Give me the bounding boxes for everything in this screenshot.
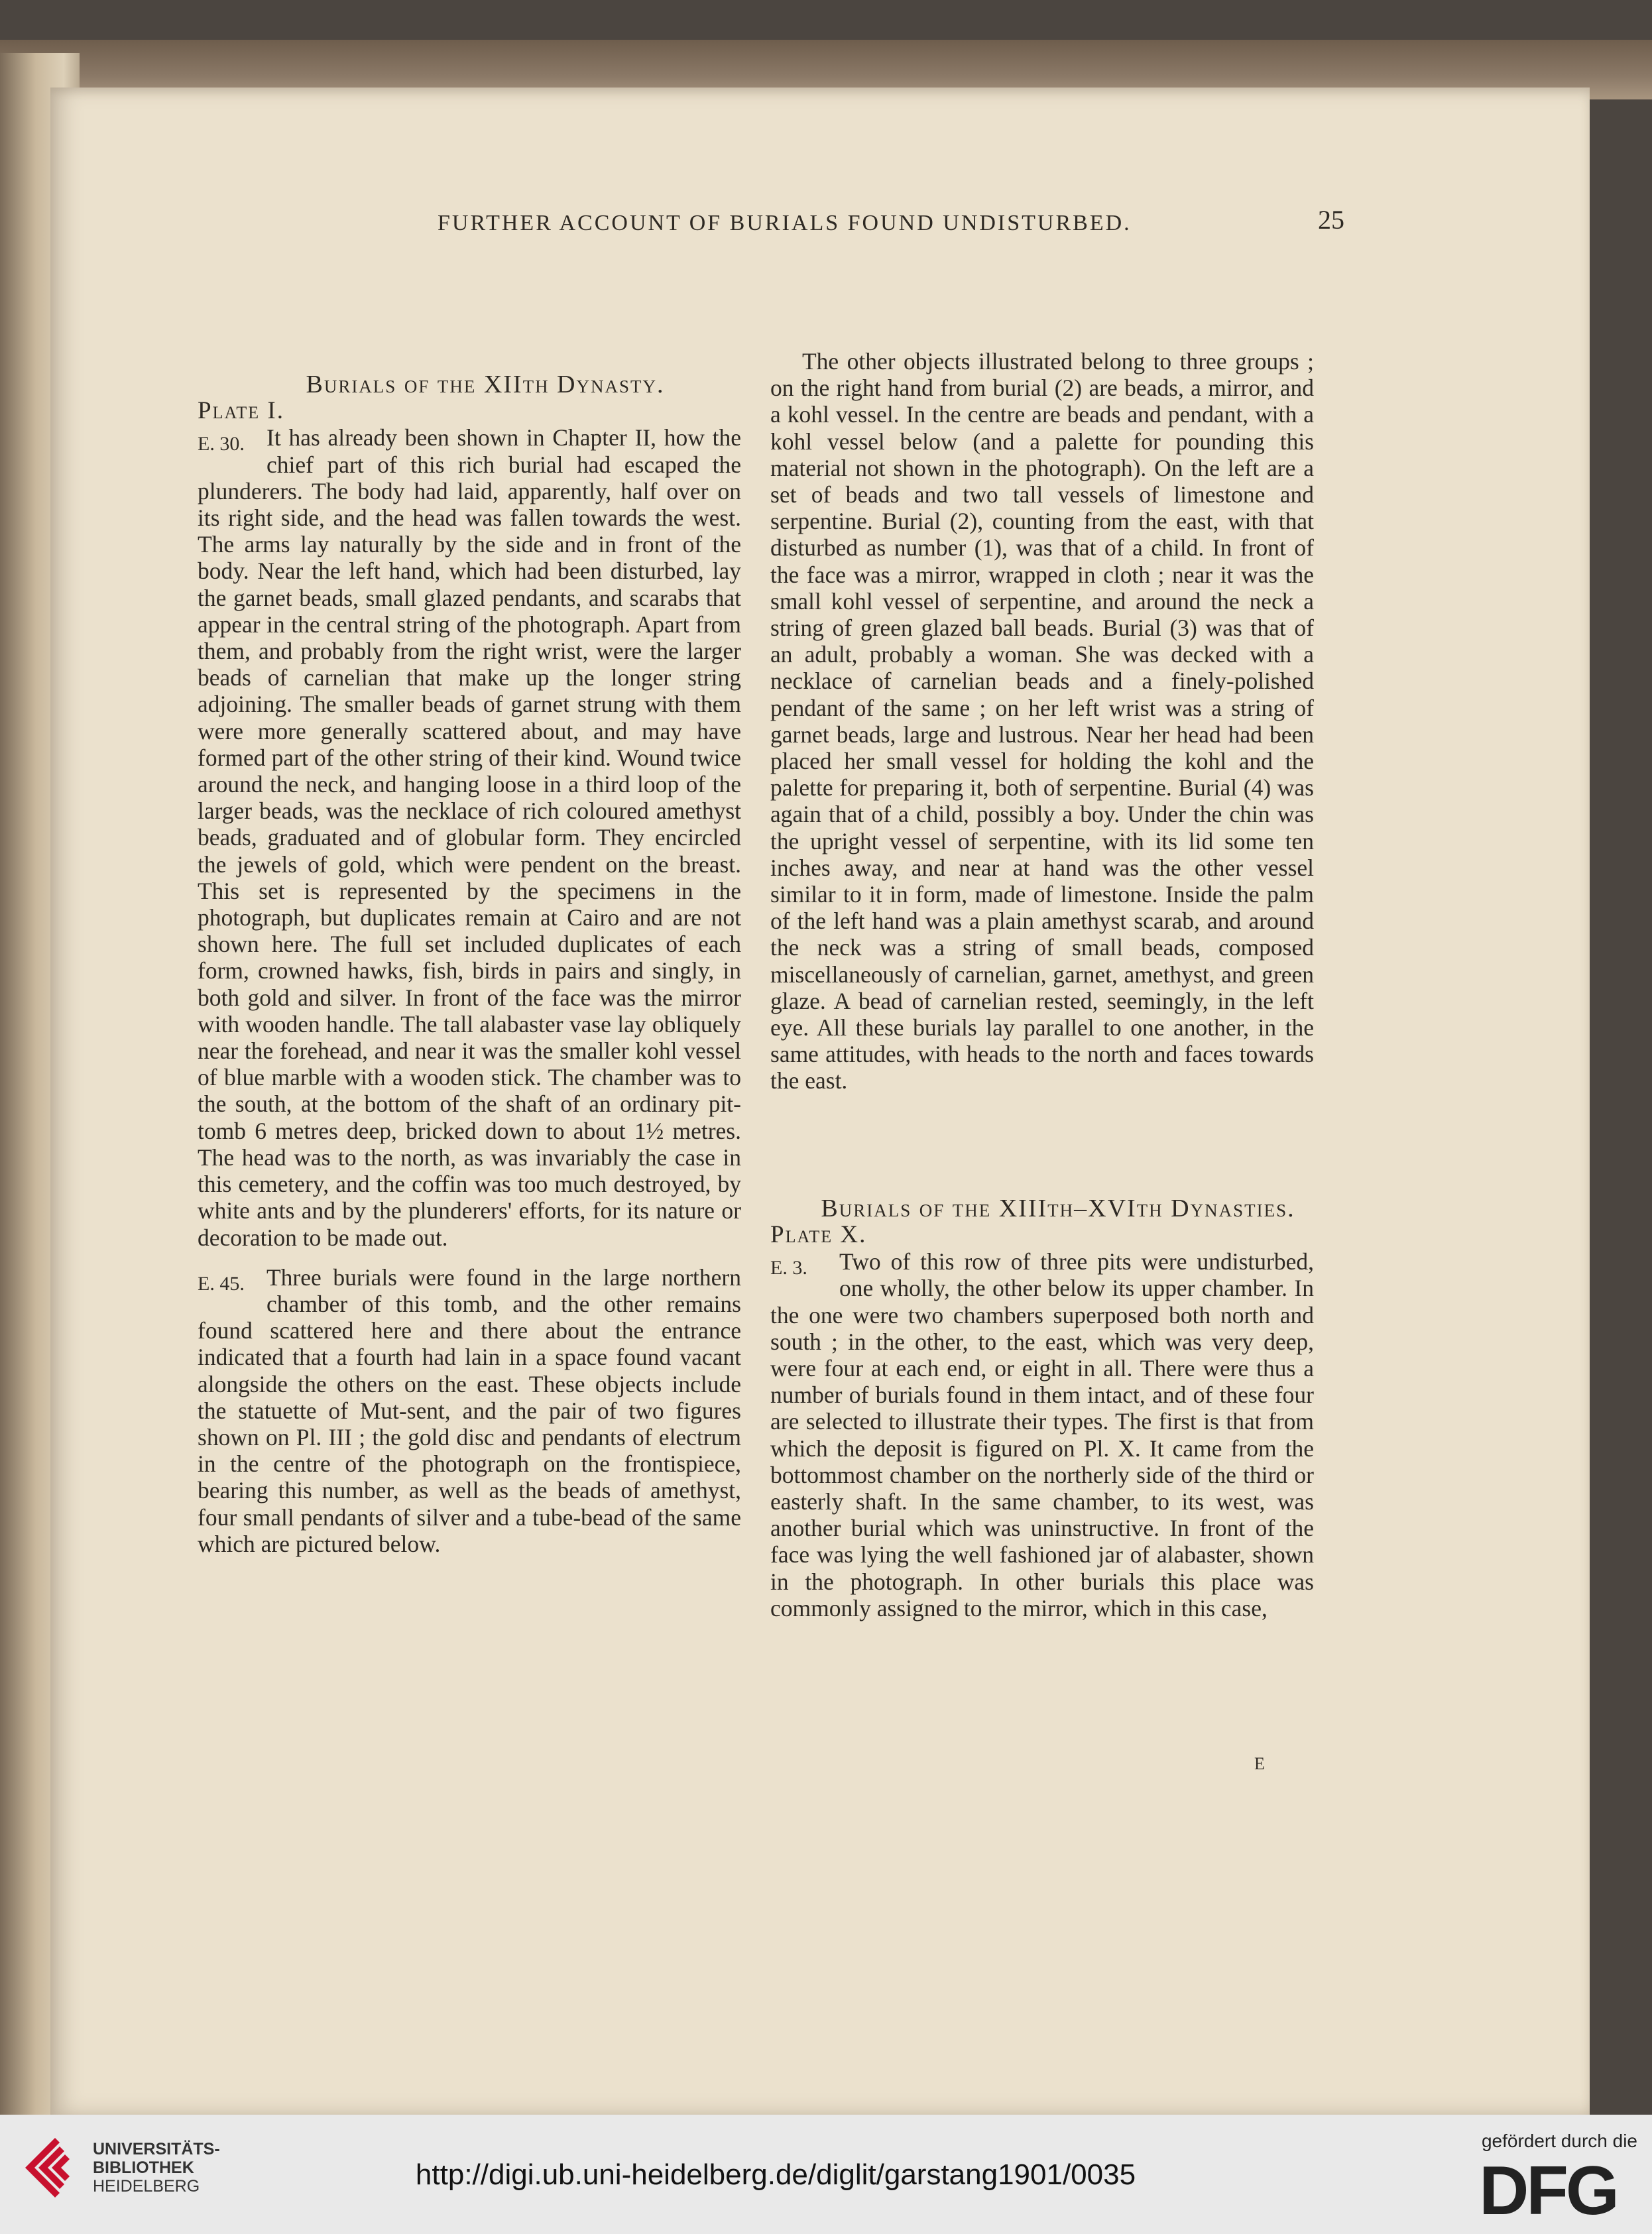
running-head: FURTHER ACCOUNT OF BURIALS FOUND UNDISTURBED.	[438, 211, 1132, 235]
plate-label: Plate X.	[770, 1220, 867, 1248]
tomb-reference: E. 45.	[198, 1272, 245, 1295]
paragraph-text: Three burials were found in the large northern chamber of this tomb, and the other remains found scattered here and there about the entrance indicated that a fourth had lain in a space found vacant alongside the others on the east. These objects include the statuette of Mut-sent, and the pair of two figures shown on Pl. III ; the gold disc and pendants of electrum in the centre of the photograph on the frontispiece, bearing this number, as well as the beads of amethyst, four small pendants of silver and a tube-bead of the same which are pictured below.	[198, 1264, 741, 1557]
permalink-url[interactable]: http://digi.ub.uni-heidelberg.de/diglit/garstang1901/0035	[415, 2158, 1136, 2191]
paragraph	[198, 424, 741, 1250]
tomb-reference: E. 30.	[198, 433, 245, 455]
right-column	[770, 348, 1314, 1621]
paragraph: The other objects illustrated belong to three groups ; on the right hand from burial (2) are beads, a mirror, and a kohl vessel. In the centre are beads and pendant, with a kohl vessel below (and a palette for pounding this material not shown in the photograph). On the left are a set of beads and two tall vessels of limestone and serpentine. Burial (2), counting from the east, with that disturbed as number (1), was that of a child. In front of the face was a mirror, wrapped in cloth ; near it was the small kohl vessel of serpentine, and around the neck a string of green glazed ball beads. Burial (3) was that of an adult, probably a woman. She was decked with a necklace of carnelian beads and a finely-polished pendant of the same ; on her left wrist was a string of garnet beads, large and lustrous. Near her head had been placed her small vessel for holding the kohl and the palette for preparing it, both of serpentine. Burial (4) was again that of a child, possibly a boy. Under the chin was the upright vessel of serpentine, with its lid some ten inches away, and near at hand was the other vessel similar to it in form, made of limestone. Inside the palm of the left hand was a plain amethyst scarab, and around the neck was a string of small beads, composed miscellaneously of carnelian, garnet, amethyst, and green glaze. A bead of carnelian rested, seemingly, in the left eye. All these burials lay parallel to one another, in the same attitudes, with heads to the north and faces towards the east.	[770, 348, 1314, 1094]
paragraph-text: It has already been shown in Chapter II, how the chief part of this rich burial had escaped the plunderers. The body had laid, apparently, half over on its right side, and the head was fallen towards the west. The arms lay naturally by the side and in front of the body. Near the left hand, which had been disturbed, lay the garnet beads, small glazed pendants, and scarabs that appear in the central string of the photograph. Apart from them, and probably from the right wrist, were the larger beads of carnelian that make up the longer string adjoining. The smaller beads of garnet strung with them were more generally scattered about, and may have formed part of the other string of their kind. Wound twice around the neck, and hanging loose in a third loop of the larger beads, was the necklace of rich coloured amethyst beads, graduated and of globular form. They encircled the jewels of gold, which were pendent on the breast. This set is represented by the specimens in the photograph, but duplicates remain at Cairo and are not shown here. The full set included duplicates of each form, crowned hawks, fish, birds in pairs and singly, in both gold and silver. In front of the face was the mirror with wooden handle. The tall alabaster vase lay obliquely near the forehead, and near it was the smaller kohl vessel of blue marble with a wooden stick. The chamber was to the south, at the bottom of the shaft of an ordinary pit-tomb 6 metres deep, bricked down to about 1½ metres. The head was to the north, as was invariably the case in this cemetery, and the coffin was too much destroyed, by white ants and by the plunderers' efforts, for its nature or decoration to be made out.	[198, 424, 741, 1251]
dfg-logo-text: DFG	[1479, 2156, 1617, 2222]
library-logo-icon	[19, 2128, 85, 2205]
section-heading: Burials of the XIIth Dynasty.	[306, 371, 665, 398]
tomb-reference: E. 3.	[770, 1257, 807, 1279]
paragraph	[770, 1248, 1314, 1621]
dfg-logo-icon	[1458, 2156, 1637, 2222]
paragraph	[198, 1264, 741, 1557]
viewer-footer	[0, 2115, 1652, 2234]
left-column	[198, 371, 741, 1557]
section-heading: Burials of the XIIIth–XVIth Dynasties.	[821, 1194, 1295, 1222]
page-number: 25	[1318, 205, 1344, 235]
sponsor-text: gefördert durch die	[1481, 2131, 1637, 2151]
paragraph-text: Two of this row of three pits were undisturbed, one wholly, the other below its upper chamber. In the one were two chambers superposed both north and south ; in the other, to the east, which was very deep, were four at each end, or eight in all. There were thus a number of burials found in them intact, and of these four are selected to illustrate their types. The first is that from which the deposit is figured on Pl. X. It came from the bottommost chamber on the northerly side of the third or easterly shaft. In the same chamber, to its west, was another burial which was uninstructive. In front of the face was lying the well fashioned jar of alabaster, shown in the photograph. In other burials this place was commonly assigned to the mirror, which in this case,	[770, 1248, 1314, 1621]
plate-label: Plate I.	[198, 397, 284, 425]
signature-mark: E	[1254, 1754, 1265, 1773]
library-name: UNIVERSITÄTS- BIBLIOTHEK HEIDELBERG	[93, 2140, 220, 2196]
